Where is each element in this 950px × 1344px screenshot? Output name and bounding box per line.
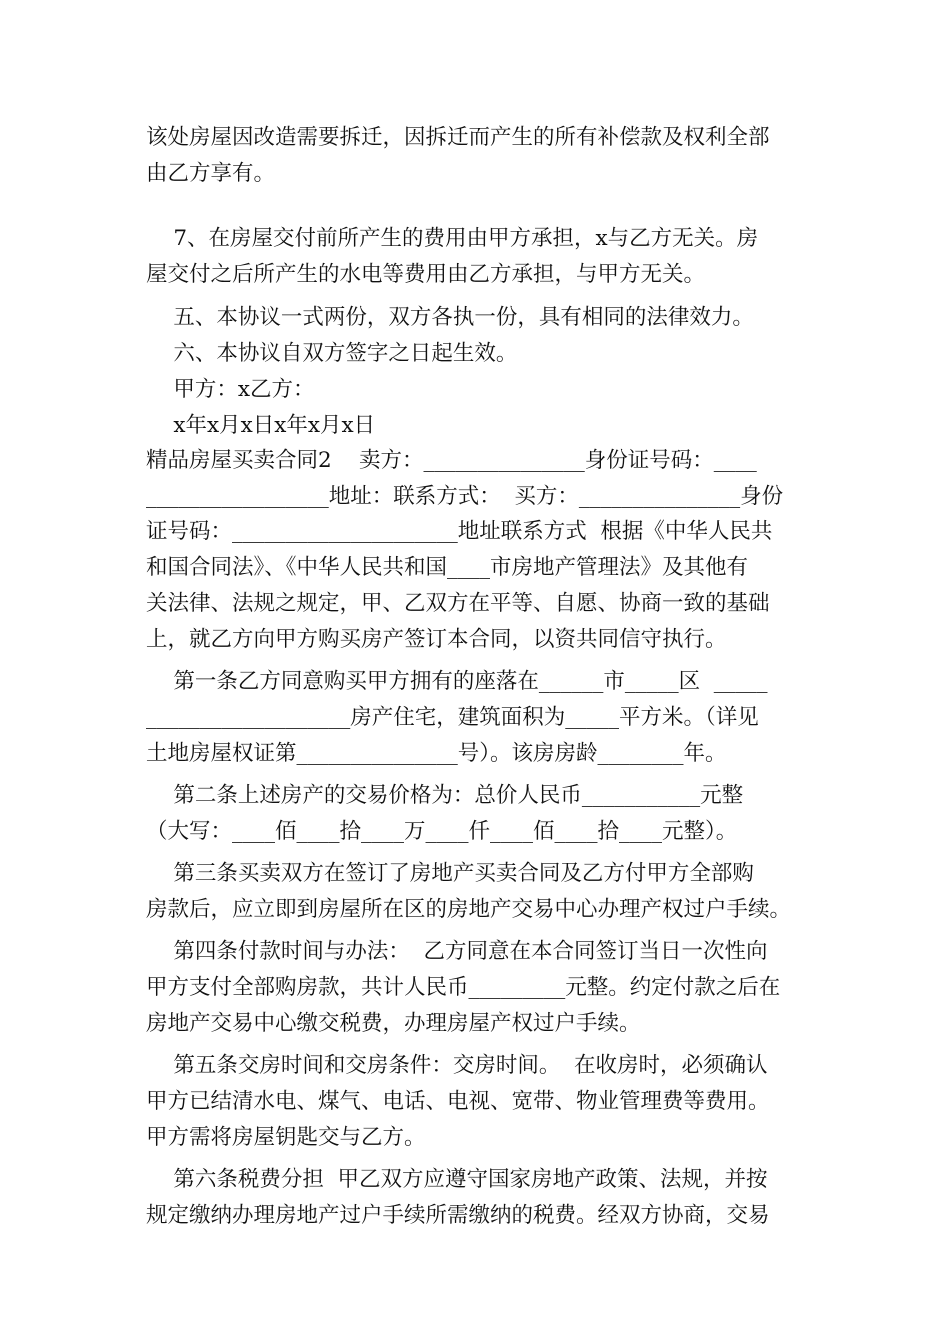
text-line: 甲方：x乙方： <box>146 377 315 402</box>
text-line: 关法律、法规之规定，甲、乙双方在平等、自愿、协商一致的基础 <box>146 591 770 616</box>
text-line: _________________地址：联系方式： 买方：_______________身份 <box>146 484 784 509</box>
text-line: 第三条买卖双方在签订了房地产买卖合同及乙方付甲方全部购 <box>146 861 754 886</box>
text-line: （大写：____佰____拾____万____仟____佰____拾____元整）。 <box>146 819 738 844</box>
text-line: 该处房屋因改造需要拆迁，因拆迁而产生的所有补偿款及权利全部 <box>146 125 770 150</box>
text-line: 和国合同法》、《中华人民共和国____市房地产管理法》及其他有 <box>146 555 749 580</box>
text-line: 7、在房屋交付前所产生的费用由甲方承担，x与乙方无关。房 <box>146 226 759 251</box>
text-line: 由乙方享有。 <box>146 161 276 186</box>
text-line: 上，就乙方向甲方购买房产签订本合同，以资共同信守执行。 <box>146 627 727 652</box>
text-line: 甲方支付全部购房款，共计人民币_________元整。约定付款之后在 <box>146 975 781 1000</box>
text-line: 证号码：_____________________地址联系方式 根据《中华人民共 <box>146 519 773 544</box>
text-line: 精品房屋买卖合同2 卖方：_______________身份证号码：____ <box>146 448 757 473</box>
text-line: 第四条付款时间与办法： 乙方同意在本合同签订当日一次性向 <box>146 939 768 964</box>
text-line: 第一条乙方同意购买甲方拥有的座落在______市_____区 _____ <box>146 669 768 694</box>
text-line: 甲方需将房屋钥匙交与乙方。 <box>146 1125 426 1150</box>
text-line: 五、本协议一式两份，双方各执一份，具有相同的法律效力。 <box>146 305 754 330</box>
text-line: 规定缴纳办理房地产过户手续所需缴纳的税费。经双方协商，交易 <box>146 1203 770 1228</box>
text-line: x年x月x日x年x月x日 <box>146 413 376 438</box>
text-line: 甲方已结清水电、煤气、电话、电视、宽带、物业管理费等费用。 <box>146 1089 770 1114</box>
text-line: 房款后，应立即到房屋所在区的房地产交易中心办理产权过户手续。 <box>146 897 792 922</box>
text-line: 房地产交易中心缴交税费，办理房屋产权过户手续。 <box>146 1011 641 1036</box>
text-line: 第六条税费分担 甲乙双方应遵守国家房地产政策、法规，并按 <box>146 1167 768 1192</box>
text-line: ___________________房产住宅，建筑面积为_____平方米。（详见 <box>146 705 759 730</box>
text-line: 六、本协议自双方签字之日起生效。 <box>146 341 518 366</box>
text-line: 屋交付之后所产生的水电等费用由乙方承担，与甲方无关。 <box>146 262 706 287</box>
text-line: 第五条交房时间和交房条件：交房时间。 在收房时，必须确认 <box>146 1053 768 1078</box>
text-line: 第二条上述房产的交易价格为：总价人民币___________元整 <box>146 783 744 808</box>
text-line: 土地房屋权证第_______________号）。该房房龄________年。 <box>146 741 727 766</box>
